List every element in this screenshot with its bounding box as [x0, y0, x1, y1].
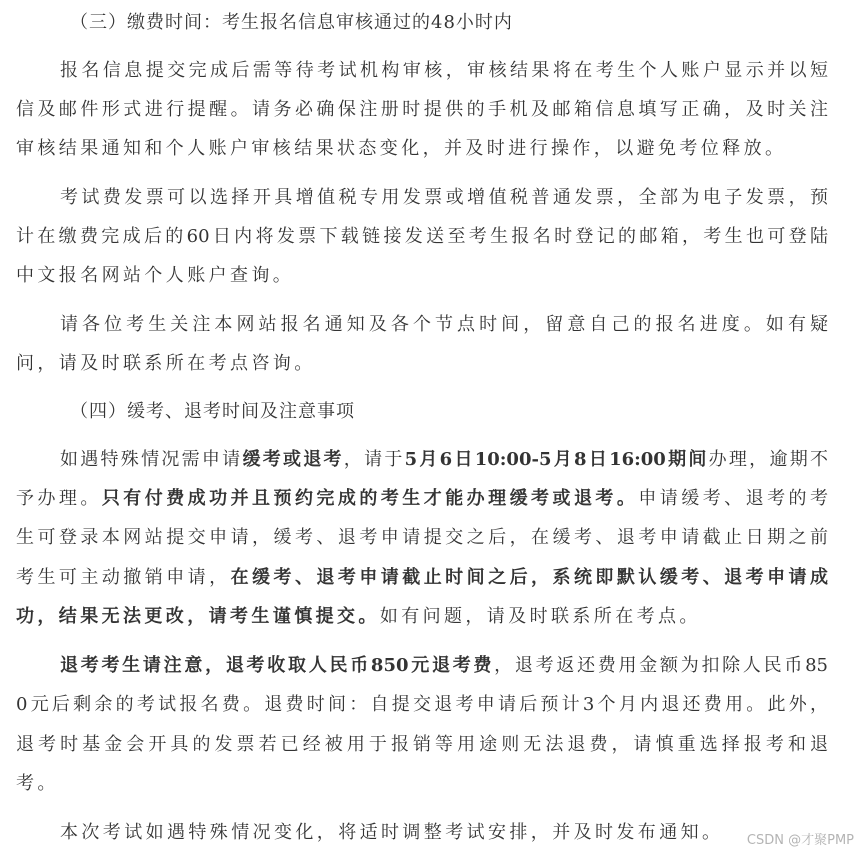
- paragraph-line: [16, 445, 828, 475]
- paragraph-line: 考。: [16, 773, 59, 794]
- section-heading-3: （三）缴费时间：考生报名信息审核通过的48小时内: [70, 12, 513, 33]
- text-run: 考生可主动撤销申请，: [16, 567, 231, 588]
- paragraph-line: [16, 651, 828, 681]
- text-run: 如有问题，请及时联系所在考点。: [379, 606, 701, 627]
- paragraph-line: 考试费发票可以选择开具增值税专用发票或增值税普通发票，全部为电子发票，预: [60, 187, 828, 208]
- paragraph-line: 报名信息提交完成后需等待考试机构审核，审核结果将在考生个人账户显示并以短: [60, 60, 828, 81]
- bold-text-run: 退考考生请注意，退考收取人民币850元退考费: [60, 655, 495, 676]
- text-run: ，退考返还费用金额为扣除人民币85: [494, 655, 828, 676]
- text-run: 申请缓考、退考的考: [638, 488, 829, 509]
- text-run: 如遇特殊情况需申请: [60, 449, 243, 470]
- paragraph-line: 退考时基金会开具的发票若已经被用于报销等用途则无法退费，请慎重选择报考和退: [16, 734, 828, 755]
- paragraph-line: 0元后剩余的考试报名费。退费时间：自提交退考申请后预计3个月内退还费用。此外，: [16, 694, 828, 715]
- text-run: 予办理。: [16, 488, 102, 509]
- paragraph-line: [16, 563, 828, 593]
- paragraph-line: 审核结果通知和个人账户审核结果状态变化，并及时进行操作，以避免考位释放。: [16, 138, 787, 159]
- paragraph-line: 信及邮件形式进行提醒。请务必确保注册时提供的手机及邮箱信息填写正确，及时关注: [16, 99, 828, 120]
- paragraph-line: [16, 484, 828, 514]
- bold-text-run: 功，结果无法更改，请考生谨慎提交。: [16, 606, 380, 627]
- paragraph-line: [16, 602, 701, 632]
- section-heading-4: （四）缓考、退考时间及注意事项: [70, 401, 355, 422]
- paragraph-line: 问，请及时联系所在考点咨询。: [16, 353, 316, 374]
- text-run: ，请于: [343, 449, 405, 470]
- bold-date-range: 5月6日10:00-5月8日16:00期间: [404, 449, 709, 470]
- bold-text-run: 在缓考、退考申请截止时间之后，系统即默认缓考、退考申请成: [230, 567, 828, 588]
- paragraph-line: 中文报名网站个人账户查询。: [16, 265, 295, 286]
- csdn-watermark: CSDN @才聚PMP: [746, 833, 854, 848]
- text-run: 办理，逾期不: [708, 449, 828, 470]
- paragraph-line: 生可登录本网站提交申请，缓考、退考申请提交之后，在缓考、退考申请截止日期之前: [16, 527, 828, 548]
- paragraph-line: 本次考试如遇特殊情况变化，将适时调整考试安排，并及时发布通知。: [60, 822, 724, 843]
- bold-text-run: 只有付费成功并且预约完成的考生才能办理缓考或退考。: [101, 488, 639, 509]
- bold-text-run: 缓考或退考: [242, 449, 344, 470]
- paragraph-line: 计在缴费完成后的60日内将发票下载链接发送至考生报名时登记的邮箱，考生也可登陆: [16, 226, 828, 247]
- paragraph-line: 请各位考生关注本网站报名通知及各个节点时间，留意自己的报名进度。如有疑: [60, 314, 828, 335]
